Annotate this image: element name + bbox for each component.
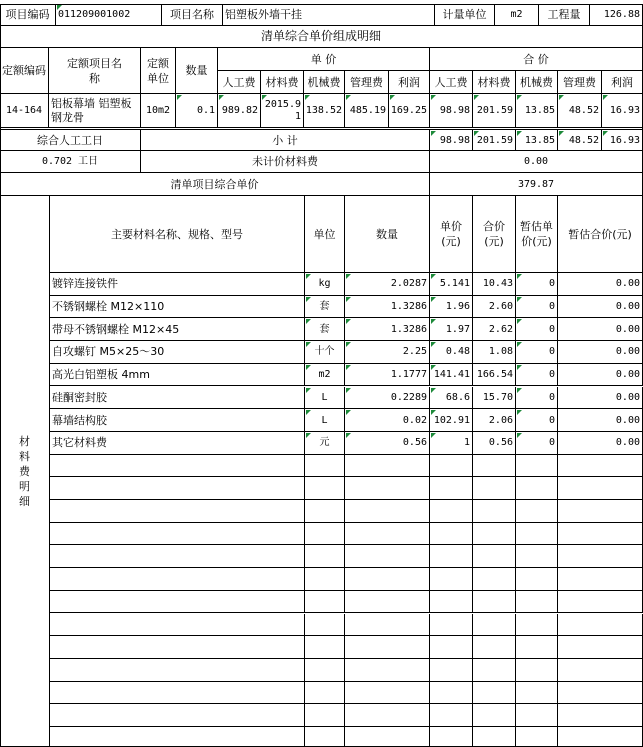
empty-cell[interactable] bbox=[516, 568, 558, 591]
material-unit: L bbox=[321, 391, 328, 403]
sub-tot-profit[interactable]: 利润 bbox=[602, 71, 643, 94]
col-qty[interactable]: 数量 bbox=[176, 48, 218, 94]
group-unit-price[interactable]: 单 价 bbox=[218, 48, 430, 71]
empty-cell[interactable] bbox=[305, 455, 345, 478]
project-code-label[interactable]: 项目编码 bbox=[0, 4, 56, 26]
material-est-total: 0.00 bbox=[615, 346, 640, 358]
up-profit-cell[interactable]: 169.25 bbox=[389, 94, 430, 128]
empty-cell[interactable] bbox=[473, 591, 516, 614]
material-qty: 1.3286 bbox=[390, 301, 427, 313]
empty-cell[interactable] bbox=[50, 568, 305, 591]
empty-cell[interactable] bbox=[430, 523, 473, 546]
col-quota-name[interactable]: 定额项目名称 bbox=[49, 48, 141, 94]
material-qty: 0.02 bbox=[402, 414, 427, 426]
material-name-cell[interactable] bbox=[50, 432, 305, 455]
material-est-total-cell[interactable] bbox=[558, 341, 643, 364]
material-unit-cell[interactable] bbox=[305, 432, 345, 455]
material-price-cell[interactable] bbox=[430, 432, 473, 455]
cell-marker bbox=[517, 433, 522, 438]
empty-cell[interactable] bbox=[558, 659, 643, 682]
empty-cell[interactable] bbox=[305, 659, 345, 682]
empty-cell[interactable] bbox=[473, 500, 516, 523]
material-name-cell[interactable] bbox=[50, 273, 305, 296]
material-unit-cell[interactable] bbox=[305, 409, 345, 432]
quantity-cell[interactable]: 126.88 bbox=[590, 4, 643, 26]
cell-marker bbox=[517, 342, 522, 347]
cell-marker bbox=[306, 319, 311, 324]
empty-cell[interactable] bbox=[50, 682, 305, 705]
material-qty: 0.56 bbox=[402, 437, 427, 449]
cell-marker bbox=[346, 365, 351, 370]
tot-profit-cell[interactable]: 16.93 bbox=[602, 94, 643, 128]
material-qty-cell[interactable] bbox=[345, 364, 430, 387]
material-name-cell[interactable] bbox=[50, 296, 305, 319]
empty-cell[interactable] bbox=[516, 591, 558, 614]
empty-cell[interactable] bbox=[345, 727, 430, 747]
material-est-total-cell[interactable] bbox=[558, 432, 643, 455]
material-total-cell[interactable] bbox=[473, 318, 516, 341]
quota-qty-cell[interactable]: 0.1 bbox=[176, 94, 218, 128]
cell-marker bbox=[306, 297, 311, 302]
cell-marker bbox=[431, 297, 436, 302]
material-est-price-cell[interactable] bbox=[516, 409, 558, 432]
empty-cell[interactable] bbox=[430, 614, 473, 637]
cell-marker bbox=[431, 365, 436, 370]
quota-name-cell[interactable]: 铝板幕墙 铝塑板 钢龙骨 bbox=[49, 94, 141, 128]
material-price: 1.96 bbox=[445, 301, 470, 313]
material-unit-cell[interactable] bbox=[305, 387, 345, 410]
empty-cell[interactable] bbox=[50, 636, 305, 659]
material-name-cell[interactable] bbox=[50, 387, 305, 410]
empty-cell[interactable] bbox=[558, 568, 643, 591]
cell-marker bbox=[346, 342, 351, 347]
empty-cell[interactable] bbox=[430, 704, 473, 727]
material-qty-cell[interactable] bbox=[345, 409, 430, 432]
cell-marker bbox=[346, 410, 351, 415]
empty-cell[interactable] bbox=[558, 545, 643, 568]
empty-cell[interactable] bbox=[473, 568, 516, 591]
empty-cell[interactable] bbox=[345, 591, 430, 614]
quantity-label[interactable]: 工程量 bbox=[539, 4, 590, 26]
material-name: 镀锌连接铁件 bbox=[52, 277, 118, 291]
empty-cell[interactable] bbox=[345, 500, 430, 523]
material-total: 2.60 bbox=[488, 301, 513, 313]
material-est-price: 0 bbox=[548, 278, 555, 290]
material-qty: 2.0287 bbox=[390, 278, 427, 290]
empty-cell[interactable] bbox=[430, 500, 473, 523]
material-unit: 十个 bbox=[314, 346, 335, 358]
tot-machine-cell[interactable]: 13.85 bbox=[516, 94, 558, 128]
empty-cell[interactable] bbox=[305, 477, 345, 500]
material-est-price-cell[interactable] bbox=[516, 432, 558, 455]
sub-tot-mgmt[interactable]: 管理费 bbox=[558, 71, 602, 94]
material-qty: 2.25 bbox=[402, 346, 427, 358]
cell-marker bbox=[517, 319, 522, 324]
empty-cell[interactable] bbox=[345, 545, 430, 568]
empty-cell[interactable] bbox=[473, 682, 516, 705]
material-est-total: 0.00 bbox=[615, 391, 640, 403]
project-name-cell[interactable]: 铝塑板外墙干挂 bbox=[223, 4, 435, 26]
empty-cell[interactable] bbox=[50, 704, 305, 727]
materials-side-label[interactable]: 材料费明细 bbox=[0, 196, 50, 747]
material-price-cell[interactable] bbox=[430, 296, 473, 319]
labor-day-label[interactable]: 综合人工工日 bbox=[0, 130, 141, 151]
empty-cell[interactable] bbox=[345, 523, 430, 546]
material-unit: kg bbox=[318, 278, 331, 290]
empty-cell[interactable] bbox=[516, 500, 558, 523]
sub-tot-machine[interactable]: 机械费 bbox=[516, 71, 558, 94]
cell-marker bbox=[346, 388, 351, 393]
empty-cell[interactable] bbox=[305, 682, 345, 705]
material-est-price-cell[interactable] bbox=[516, 318, 558, 341]
cell-marker bbox=[306, 410, 311, 415]
empty-cell[interactable] bbox=[305, 500, 345, 523]
mat-col-price[interactable]: 单价(元) bbox=[430, 196, 473, 273]
cell-marker bbox=[306, 365, 311, 370]
composition-title[interactable]: 清单综合单价组成明细 bbox=[0, 26, 643, 48]
cell-marker bbox=[517, 297, 522, 302]
material-price-cell[interactable] bbox=[430, 387, 473, 410]
material-total-cell[interactable] bbox=[473, 273, 516, 296]
empty-cell[interactable] bbox=[430, 727, 473, 747]
material-est-total-cell[interactable] bbox=[558, 409, 643, 432]
empty-cell[interactable] bbox=[516, 614, 558, 637]
material-name: 自攻螺钉 M5×25～30 bbox=[52, 345, 165, 359]
cell-marker bbox=[431, 388, 436, 393]
material-total: 15.70 bbox=[482, 391, 513, 403]
empty-cell[interactable] bbox=[345, 477, 430, 500]
empty-cell[interactable] bbox=[473, 523, 516, 546]
empty-cell[interactable] bbox=[50, 523, 305, 546]
material-price: 1.97 bbox=[445, 323, 470, 335]
subtotal-material[interactable]: 201.59 bbox=[473, 130, 516, 151]
material-unit-cell[interactable] bbox=[305, 318, 345, 341]
tot-material-cell[interactable]: 201.59 bbox=[473, 94, 516, 128]
empty-cell[interactable] bbox=[558, 500, 643, 523]
empty-cell[interactable] bbox=[516, 659, 558, 682]
empty-cell[interactable] bbox=[50, 500, 305, 523]
material-est-price: 0 bbox=[548, 391, 555, 403]
cell-marker bbox=[517, 410, 522, 415]
empty-cell[interactable] bbox=[430, 636, 473, 659]
material-price: 0.48 bbox=[445, 346, 470, 358]
empty-cell[interactable] bbox=[558, 614, 643, 637]
empty-cell[interactable] bbox=[473, 455, 516, 478]
material-total: 166.54 bbox=[476, 369, 513, 381]
material-price: 5.141 bbox=[439, 278, 470, 290]
material-est-total: 0.00 bbox=[615, 323, 640, 335]
empty-cell[interactable] bbox=[430, 682, 473, 705]
material-name-cell[interactable] bbox=[50, 409, 305, 432]
empty-cell[interactable] bbox=[305, 545, 345, 568]
sub-up-profit[interactable]: 利润 bbox=[389, 71, 430, 94]
material-est-total-cell[interactable] bbox=[558, 273, 643, 296]
cell-marker bbox=[431, 274, 436, 279]
mat-col-total[interactable]: 合价(元) bbox=[473, 196, 516, 273]
cell-marker bbox=[346, 297, 351, 302]
material-unit: 元 bbox=[319, 437, 330, 449]
mat-col-unit[interactable]: 单位 bbox=[305, 196, 345, 273]
subtotal-machine[interactable]: 13.85 bbox=[516, 130, 558, 151]
empty-cell[interactable] bbox=[430, 659, 473, 682]
col-quota-code[interactable]: 定额编码 bbox=[0, 48, 49, 94]
material-unit: L bbox=[321, 414, 328, 426]
sub-up-labor[interactable]: 人工费 bbox=[218, 71, 261, 94]
up-machine-cell[interactable]: 138.52 bbox=[304, 94, 345, 128]
material-qty: 1.1777 bbox=[390, 369, 427, 381]
material-qty-cell[interactable] bbox=[345, 432, 430, 455]
material-total-cell[interactable] bbox=[473, 387, 516, 410]
empty-cell[interactable] bbox=[473, 636, 516, 659]
material-unit: 套 bbox=[319, 301, 330, 313]
empty-cell[interactable] bbox=[516, 636, 558, 659]
material-name-cell[interactable] bbox=[50, 341, 305, 364]
cell-marker bbox=[306, 388, 311, 393]
unpriced-value[interactable]: 0.00 bbox=[430, 151, 643, 173]
empty-cell[interactable] bbox=[558, 704, 643, 727]
empty-cell[interactable] bbox=[345, 704, 430, 727]
material-total: 2.06 bbox=[488, 414, 513, 426]
cell-marker bbox=[346, 319, 351, 324]
empty-cell[interactable] bbox=[473, 727, 516, 747]
empty-cell[interactable] bbox=[558, 455, 643, 478]
material-price-cell[interactable] bbox=[430, 318, 473, 341]
material-est-price-cell[interactable] bbox=[516, 364, 558, 387]
cell-marker bbox=[517, 388, 522, 393]
subtotal-labor[interactable]: 98.98 bbox=[430, 130, 473, 151]
material-est-price: 0 bbox=[548, 323, 555, 335]
material-price-cell[interactable] bbox=[430, 409, 473, 432]
tot-mgmt-cell[interactable]: 48.52 bbox=[558, 94, 602, 128]
material-qty-cell[interactable] bbox=[345, 296, 430, 319]
empty-cell[interactable] bbox=[516, 682, 558, 705]
material-qty-cell[interactable] bbox=[345, 273, 430, 296]
material-name-cell[interactable] bbox=[50, 318, 305, 341]
labor-day-value[interactable]: 0.702 工日 bbox=[0, 151, 141, 173]
material-est-price-cell[interactable] bbox=[516, 341, 558, 364]
material-est-price-cell[interactable] bbox=[516, 296, 558, 319]
material-total: 0.56 bbox=[488, 437, 513, 449]
material-unit-cell[interactable] bbox=[305, 364, 345, 387]
material-est-price-cell[interactable] bbox=[516, 273, 558, 296]
quota-unit-cell[interactable]: 10m2 bbox=[141, 94, 176, 128]
material-name: 带母不锈钢螺栓 M12×45 bbox=[52, 322, 180, 336]
material-est-total: 0.00 bbox=[615, 369, 640, 381]
empty-cell[interactable] bbox=[430, 568, 473, 591]
material-est-price: 0 bbox=[548, 346, 555, 358]
empty-cell[interactable] bbox=[50, 591, 305, 614]
empty-cell[interactable] bbox=[558, 682, 643, 705]
empty-cell[interactable] bbox=[430, 477, 473, 500]
material-total: 10.43 bbox=[482, 278, 513, 290]
cell-marker bbox=[306, 342, 311, 347]
sub-tot-material[interactable]: 材料费 bbox=[473, 71, 516, 94]
empty-cell[interactable] bbox=[473, 545, 516, 568]
empty-cell[interactable] bbox=[516, 727, 558, 747]
mat-col-est-price[interactable]: 暂估单价(元) bbox=[516, 196, 558, 273]
material-price: 68.6 bbox=[445, 391, 470, 403]
empty-cell[interactable] bbox=[516, 477, 558, 500]
unit-label[interactable]: 计量单位 bbox=[435, 4, 495, 26]
empty-cell[interactable] bbox=[345, 455, 430, 478]
material-name: 高光白铝塑板 4mm bbox=[52, 368, 150, 382]
empty-cell[interactable] bbox=[305, 704, 345, 727]
empty-cell[interactable] bbox=[473, 477, 516, 500]
material-total: 2.62 bbox=[488, 323, 513, 335]
material-unit: m2 bbox=[318, 369, 331, 381]
empty-cell[interactable] bbox=[305, 636, 345, 659]
material-est-price: 0 bbox=[548, 369, 555, 381]
empty-cell[interactable] bbox=[50, 545, 305, 568]
empty-cell[interactable] bbox=[305, 727, 345, 747]
material-qty: 0.2289 bbox=[390, 391, 427, 403]
material-total-cell[interactable] bbox=[473, 296, 516, 319]
up-material-cell[interactable]: 2015.91 bbox=[261, 94, 304, 128]
sub-up-machine[interactable]: 机械费 bbox=[304, 71, 345, 94]
empty-cell[interactable] bbox=[558, 727, 643, 747]
empty-cell[interactable] bbox=[558, 636, 643, 659]
material-est-price: 0 bbox=[548, 414, 555, 426]
up-labor-cell[interactable]: 989.82 bbox=[218, 94, 261, 128]
empty-cell[interactable] bbox=[50, 477, 305, 500]
material-name: 不锈钢螺栓 M12×110 bbox=[52, 300, 165, 314]
empty-cell[interactable] bbox=[50, 659, 305, 682]
material-name: 其它材料费 bbox=[52, 436, 107, 450]
cell-marker bbox=[431, 319, 436, 324]
material-est-total-cell[interactable] bbox=[558, 296, 643, 319]
group-total[interactable]: 合 价 bbox=[430, 48, 643, 71]
sub-tot-labor[interactable]: 人工费 bbox=[430, 71, 473, 94]
cell-marker bbox=[306, 433, 311, 438]
quota-code-cell[interactable]: 14-164 bbox=[0, 94, 49, 128]
tot-labor-cell[interactable]: 98.98 bbox=[430, 94, 473, 128]
material-est-price-cell[interactable] bbox=[516, 387, 558, 410]
material-total-cell[interactable] bbox=[473, 364, 516, 387]
cell-marker bbox=[517, 274, 522, 279]
empty-cell[interactable] bbox=[473, 614, 516, 637]
unit-price-value[interactable]: 379.87 bbox=[430, 173, 643, 196]
empty-cell[interactable] bbox=[305, 523, 345, 546]
cell-marker bbox=[346, 433, 351, 438]
empty-cell[interactable] bbox=[345, 614, 430, 637]
empty-cell[interactable] bbox=[305, 591, 345, 614]
subtotal-label[interactable]: 小 计 bbox=[141, 130, 430, 151]
material-qty-cell[interactable] bbox=[345, 318, 430, 341]
subtotal-mgmt[interactable]: 48.52 bbox=[558, 130, 602, 151]
up-mgmt-cell[interactable]: 485.19 bbox=[345, 94, 389, 128]
empty-cell[interactable] bbox=[430, 455, 473, 478]
empty-cell[interactable] bbox=[558, 523, 643, 546]
subtotal-profit[interactable]: 16.93 bbox=[602, 130, 643, 151]
sub-up-material[interactable]: 材料费 bbox=[261, 71, 304, 94]
mat-col-est-total[interactable]: 暂估合价(元) bbox=[558, 196, 643, 273]
material-est-total-cell[interactable] bbox=[558, 364, 643, 387]
material-est-price: 0 bbox=[548, 301, 555, 313]
material-price-cell[interactable] bbox=[430, 273, 473, 296]
empty-cell[interactable] bbox=[430, 545, 473, 568]
cell-marker bbox=[346, 274, 351, 279]
material-qty: 1.3286 bbox=[390, 323, 427, 335]
col-quota-unit[interactable]: 定额单位 bbox=[141, 48, 176, 94]
empty-cell[interactable] bbox=[473, 704, 516, 727]
sub-up-mgmt[interactable]: 管理费 bbox=[345, 71, 389, 94]
material-est-total: 0.00 bbox=[615, 301, 640, 313]
material-qty-cell[interactable] bbox=[345, 387, 430, 410]
material-total: 1.08 bbox=[488, 346, 513, 358]
material-price: 1 bbox=[463, 437, 470, 449]
empty-cell[interactable] bbox=[516, 545, 558, 568]
empty-cell[interactable] bbox=[558, 591, 643, 614]
empty-cell[interactable] bbox=[558, 477, 643, 500]
material-price-cell[interactable] bbox=[430, 341, 473, 364]
material-total-cell[interactable] bbox=[473, 432, 516, 455]
empty-cell[interactable] bbox=[50, 727, 305, 747]
empty-cell[interactable] bbox=[50, 614, 305, 637]
material-unit: 套 bbox=[319, 323, 330, 335]
material-est-total: 0.00 bbox=[615, 437, 640, 449]
material-est-price: 0 bbox=[548, 437, 555, 449]
empty-cell[interactable] bbox=[50, 455, 305, 478]
material-name: 幕墙结构胶 bbox=[52, 413, 107, 427]
material-est-total: 0.00 bbox=[615, 278, 640, 290]
unit-price-label[interactable]: 清单项目综合单价 bbox=[0, 173, 430, 196]
empty-cell[interactable] bbox=[516, 704, 558, 727]
material-name-cell[interactable] bbox=[50, 364, 305, 387]
empty-cell[interactable] bbox=[345, 568, 430, 591]
empty-cell[interactable] bbox=[516, 523, 558, 546]
empty-cell[interactable] bbox=[345, 659, 430, 682]
material-total-cell[interactable] bbox=[473, 341, 516, 364]
empty-cell[interactable] bbox=[305, 614, 345, 637]
unit-cell[interactable]: m2 bbox=[495, 4, 539, 26]
empty-cell[interactable] bbox=[473, 659, 516, 682]
material-est-total-cell[interactable] bbox=[558, 387, 643, 410]
project-name-label[interactable]: 项目名称 bbox=[162, 4, 223, 26]
material-est-total-cell[interactable] bbox=[558, 318, 643, 341]
empty-cell[interactable] bbox=[345, 682, 430, 705]
cell-marker bbox=[431, 433, 436, 438]
cell-marker bbox=[517, 365, 522, 370]
cell-marker bbox=[431, 342, 436, 347]
empty-cell[interactable] bbox=[305, 568, 345, 591]
project-code-cell[interactable]: 011209001002 bbox=[56, 4, 162, 26]
cell-marker bbox=[306, 274, 311, 279]
mat-col-name[interactable]: 主要材料名称、规格、型号 bbox=[50, 196, 305, 273]
empty-cell[interactable] bbox=[516, 455, 558, 478]
material-price-cell[interactable] bbox=[430, 364, 473, 387]
empty-cell[interactable] bbox=[430, 591, 473, 614]
empty-cell[interactable] bbox=[345, 636, 430, 659]
material-price: 102.91 bbox=[433, 414, 470, 426]
material-unit-cell[interactable] bbox=[305, 296, 345, 319]
material-name: 硅酮密封胶 bbox=[52, 390, 107, 404]
material-total-cell[interactable] bbox=[473, 409, 516, 432]
material-qty-cell[interactable] bbox=[345, 341, 430, 364]
unpriced-label[interactable]: 未计价材料费 bbox=[141, 151, 430, 173]
cell-marker bbox=[431, 410, 436, 415]
material-est-total: 0.00 bbox=[615, 414, 640, 426]
material-unit-cell[interactable] bbox=[305, 273, 345, 296]
material-unit-cell[interactable] bbox=[305, 341, 345, 364]
mat-col-qty[interactable]: 数量 bbox=[345, 196, 430, 273]
material-price: 141.41 bbox=[433, 369, 470, 381]
